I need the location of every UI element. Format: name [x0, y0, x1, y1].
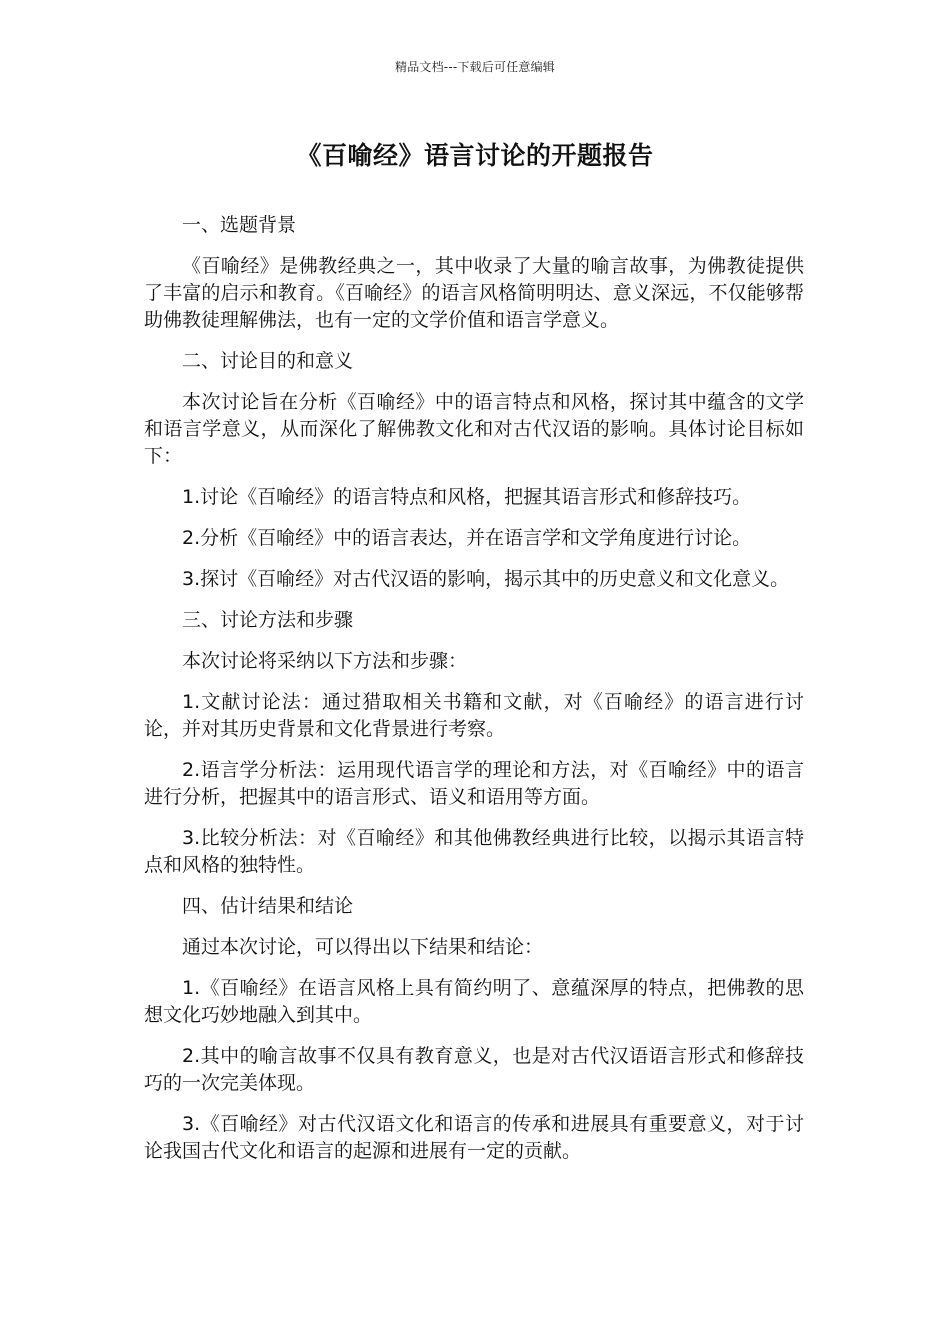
list-item: 3.《百喻经》对古代汉语文化和语言的传承和进展具有重要意义，对于讨论我国古代文化和语言的起源和进展有一定的贡献。: [144, 1113, 804, 1162]
document-title: 《百喻经》语言讨论的开题报告: [296, 141, 654, 170]
paragraph-results: 通过本次讨论，可以得出以下结果和结论：: [182, 936, 544, 958]
list-item: 1.讨论《百喻经》的语言特点和风格，把握其语言形式和修辞技巧。: [182, 486, 752, 508]
list-item: 3.探讨《百喻经》对古代汉语的影响，揭示其中的历史意义和文化意义。: [182, 568, 790, 590]
list-item: 1.《百喻经》在语言风格上具有简约明了、意蕴深厚的特点，把佛教的思想文化巧妙地融入到其中。: [144, 977, 804, 1026]
page-header: 精品文档---下载后可任意编辑: [395, 60, 555, 74]
section-heading-methods: 三、讨论方法和步骤: [182, 609, 354, 631]
section-heading-background: 一、选题背景: [182, 214, 297, 236]
document-body: [144, 212, 804, 1165]
paragraph-background: 《百喻经》是佛教经典之一，其中收录了大量的喻言故事，为佛教徒提供了丰富的启示和教育。《百喻经》的语言风格简明明达、意义深远，不仅能够帮助佛教徒理解佛法，也有一定的文学价值和语言学意义。: [144, 255, 804, 331]
list-item: 2.其中的喻言故事不仅具有教育意义，也是对古代汉语语言形式和修辞技巧的一次完美体现。: [144, 1045, 804, 1094]
list-item: 2.语言学分析法：运用现代语言学的理论和方法，对《百喻经》中的语言进行分析，把握其中的语言形式、语义和语用等方面。: [144, 759, 804, 808]
section-heading-results: 四、估计结果和结论: [182, 895, 354, 917]
section-heading-purpose: 二、讨论目的和意义: [182, 350, 354, 372]
list-item: 1.文献讨论法：通过猎取相关书籍和文献，对《百喻经》的语言进行讨论，并对其历史背景和文化背景进行考察。: [144, 691, 804, 740]
paragraph-methods: 本次讨论将采纳以下方法和步骤：: [182, 650, 468, 672]
list-item: 2.分析《百喻经》中的语言表达，并在语言学和文学角度进行讨论。: [182, 527, 752, 549]
paragraph-purpose: 本次讨论旨在分析《百喻经》中的语言特点和风格，探讨其中蕴含的文学和语言学意义，从而深化了解佛教文化和对古代汉语的影响。具体讨论目标如下：: [144, 391, 804, 467]
list-item: 3.比较分析法：对《百喻经》和其他佛教经典进行比较，以揭示其语言特点和风格的独特性。: [144, 827, 804, 876]
